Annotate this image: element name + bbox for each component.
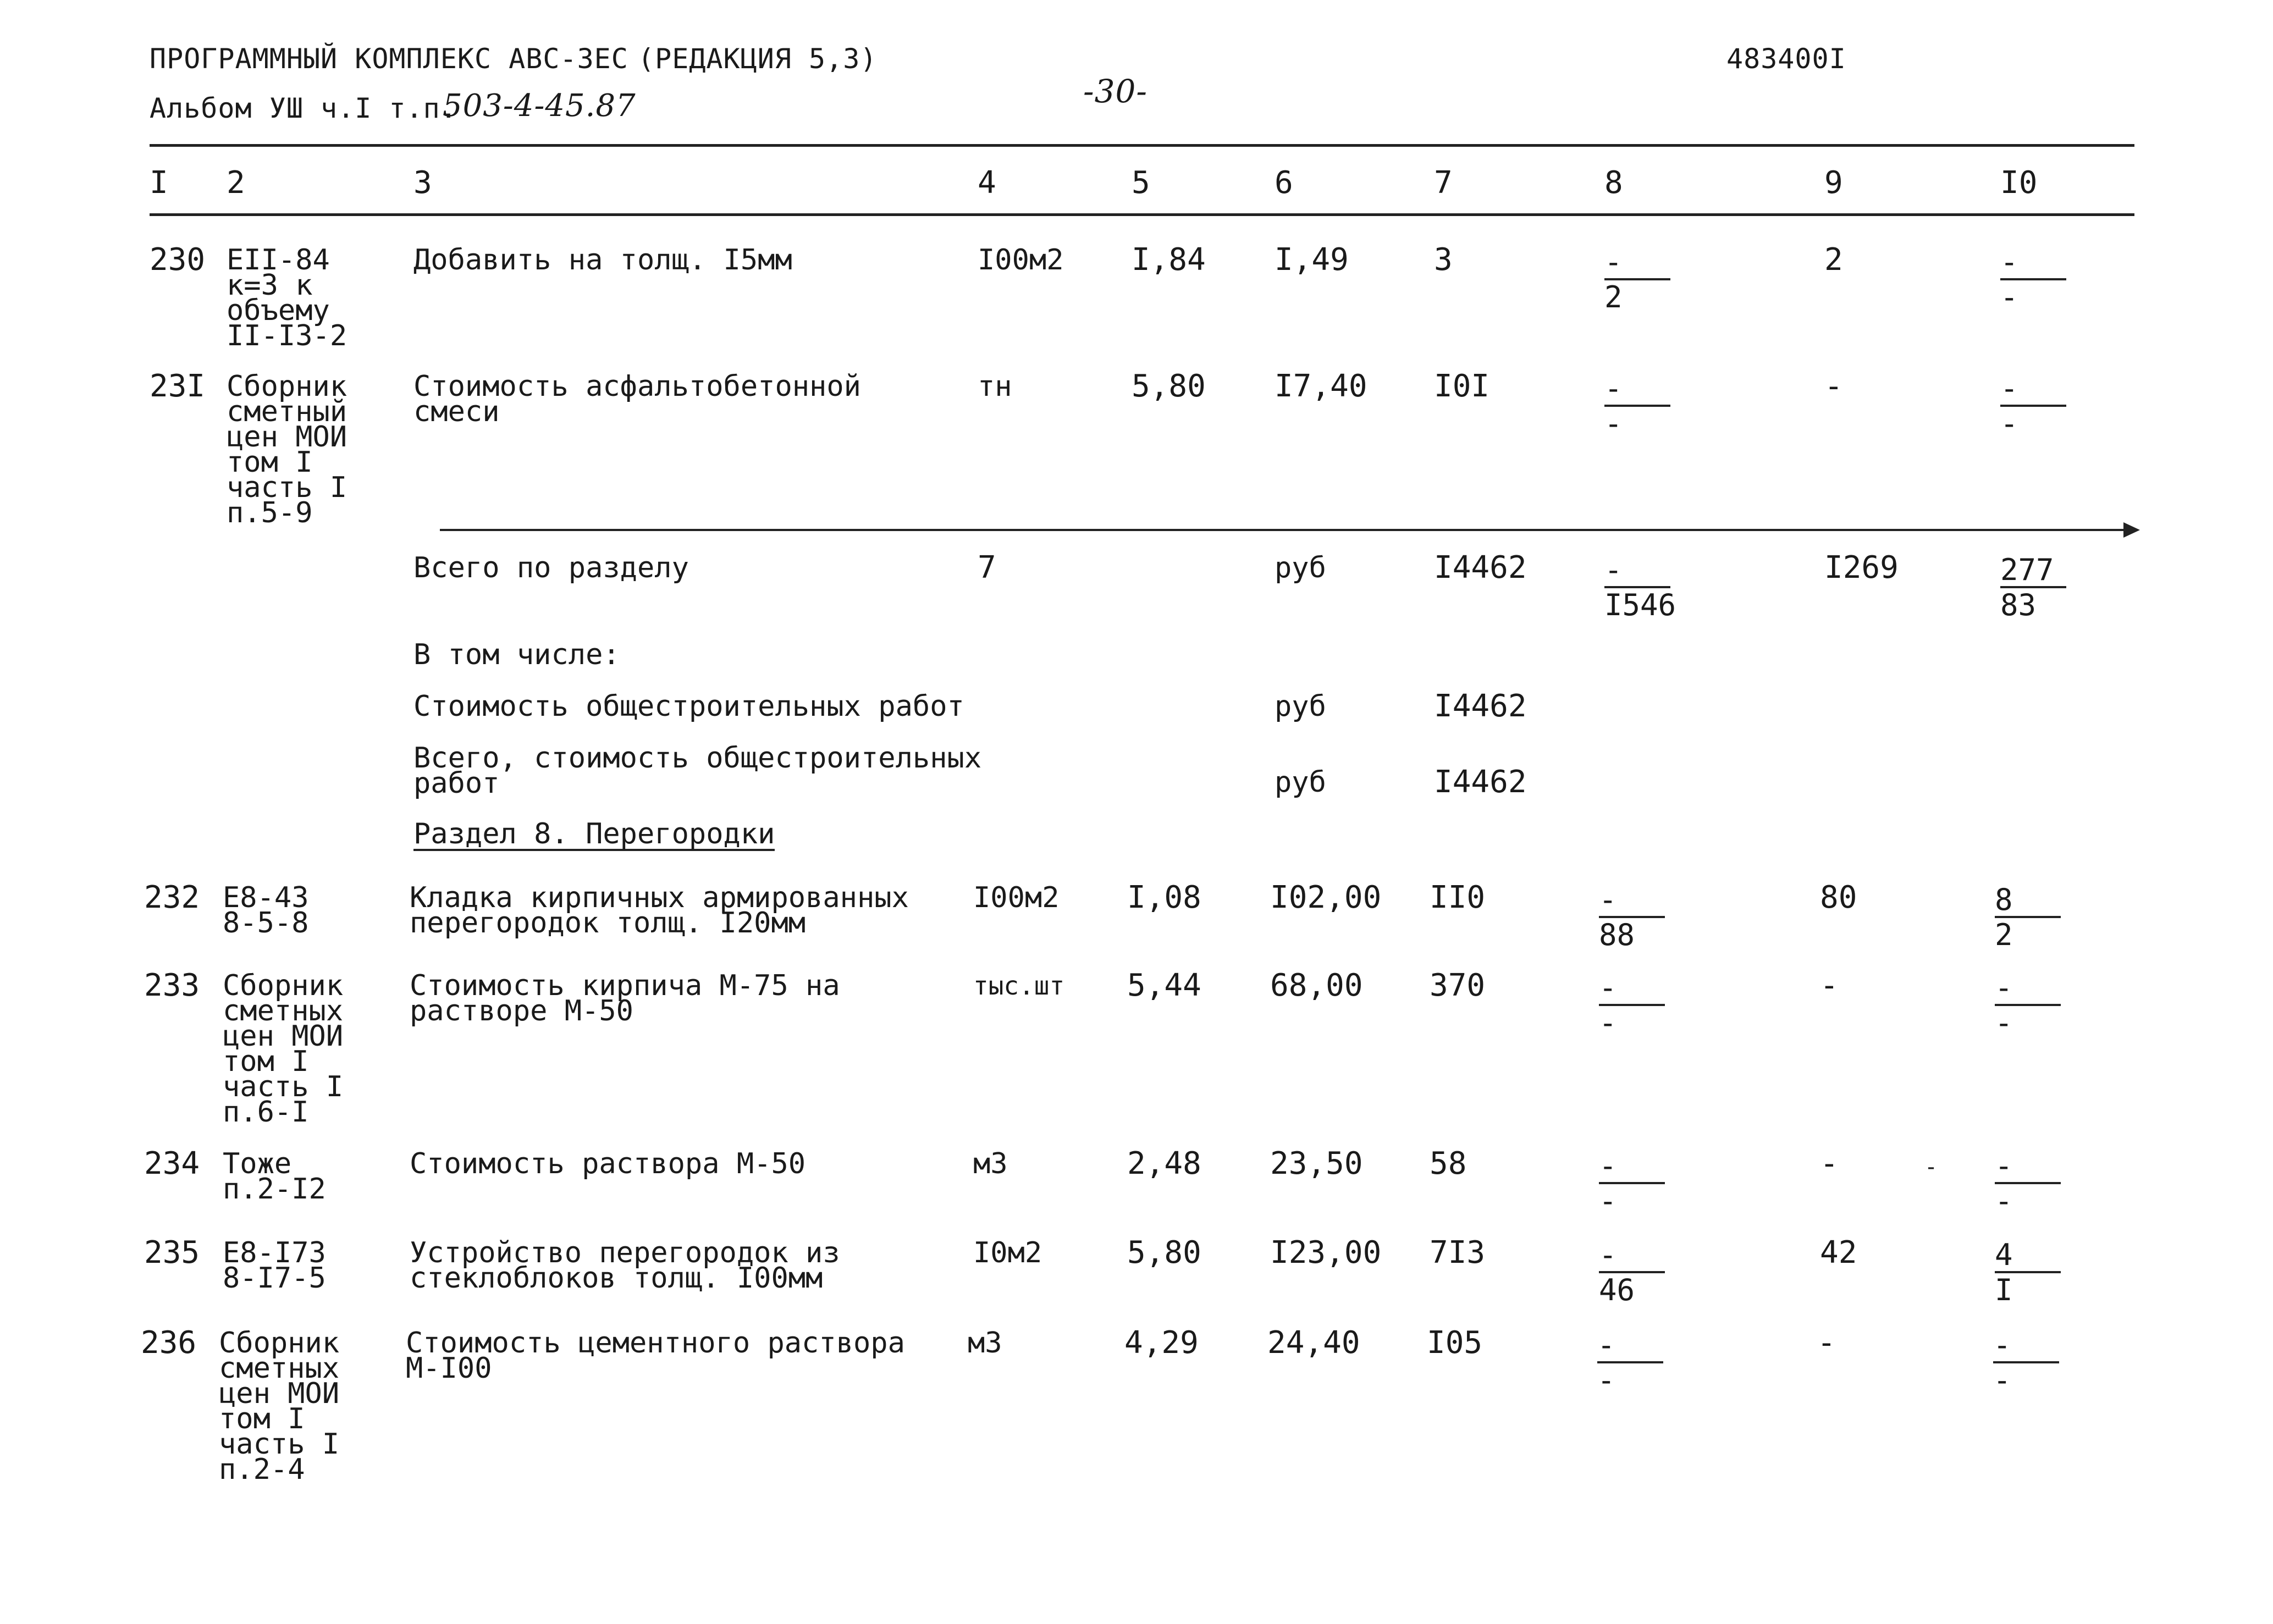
fraction-top: 4: [1995, 1240, 2061, 1273]
row-col8-fraction: [1599, 970, 1670, 1040]
row-col8-fraction: [1604, 371, 1676, 441]
row-name: Добавить на толщ. I5мм: [413, 244, 792, 277]
fraction-bottom: -: [1597, 1363, 1615, 1397]
row-code: Сборник сметный цен МОИ том I часть I п.5-9: [227, 370, 347, 529]
row-total: 7I3: [1430, 1235, 1486, 1271]
total-general-works-label: Всего, стоимость общестроительных работ: [413, 742, 982, 800]
general-works-unit: руб: [1275, 690, 1326, 723]
fraction-bottom: -: [2000, 280, 2018, 314]
col-header-10: I0: [2000, 165, 2038, 201]
row-number: 23I: [150, 368, 206, 404]
fraction-top: -: [1604, 247, 1670, 280]
album-reference: 503-4-45.87: [443, 88, 636, 124]
row-col10-fraction: [1995, 1148, 2066, 1218]
fraction-top: -: [1995, 973, 2061, 1006]
row-code: EII-84 к=3 к объему II-I3-2: [227, 244, 347, 352]
col-header-9: 9: [1824, 165, 1843, 201]
fraction-top: -: [1599, 973, 1665, 1006]
row-number: 236: [141, 1325, 197, 1361]
row-code: Сборник сметных цен МОИ том I часть I п.2-4: [219, 1327, 340, 1486]
row-name: Стоимость раствора М-50: [410, 1147, 806, 1180]
row-quantity: 5,44: [1127, 968, 1201, 1003]
col-header-1: I: [150, 165, 168, 201]
fraction-top: -: [1604, 555, 1670, 588]
fraction-top: -: [1995, 1151, 2061, 1184]
fraction-bottom: -: [1995, 1184, 2013, 1218]
row-col8-fraction: [1604, 247, 1676, 312]
row-price: I7,40: [1275, 368, 1367, 404]
row-total: II0: [1430, 880, 1486, 915]
album-label: Альбом УШ ч.I т.п.: [150, 92, 457, 124]
fraction-top: -: [1599, 885, 1665, 918]
row-unit: I0м2: [973, 1236, 1042, 1269]
row-quantity: 5,80: [1132, 368, 1206, 404]
row-name: Стоимость кирпича М-75 на растворе М-50: [410, 969, 840, 1028]
row-quantity: 2,48: [1127, 1146, 1201, 1181]
row-col9: -: [1817, 1325, 1836, 1361]
including-label: В том числе:: [413, 638, 620, 671]
summary-col9: I269: [1824, 550, 1899, 585]
fraction-bottom: -: [1995, 1006, 2013, 1040]
fraction-top: -: [1597, 1330, 1663, 1363]
summary-total: I4462: [1434, 550, 1527, 585]
row-col8-fraction: [1597, 1330, 1669, 1395]
row-col8-fraction: [1599, 1240, 1670, 1305]
row-unit: тыс.шт: [973, 971, 1065, 1001]
row-price: I,49: [1275, 242, 1349, 278]
summary-label: Всего по разделу: [413, 551, 689, 584]
row-col9: -: [1820, 968, 1839, 1003]
summary-col4: 7: [978, 550, 996, 585]
fraction-bottom: 88: [1599, 918, 1635, 952]
fraction-bottom: 2: [1995, 918, 2013, 952]
section-title: Раздел 8. Перегородки: [413, 817, 775, 850]
row-unit: I00м2: [973, 881, 1060, 914]
row-col9: -: [1820, 1146, 1839, 1181]
row-number: 232: [144, 880, 200, 915]
fraction-bottom: I: [1995, 1273, 2013, 1307]
row-total: 58: [1430, 1146, 1467, 1181]
arrow-icon: [2123, 522, 2140, 538]
row-number: 234: [144, 1146, 200, 1181]
col-header-2: 2: [227, 165, 245, 201]
row-col10-fraction: [1995, 970, 2066, 1040]
row-quantity: I,84: [1132, 242, 1206, 278]
row-unit: м3: [973, 1147, 1008, 1180]
row-name: Кладка кирпичных армированных перегородок толщ. I20мм: [410, 881, 909, 940]
row-col10-fraction: [1993, 1330, 2065, 1395]
row-number: 230: [150, 242, 206, 278]
fraction-top: -: [1599, 1240, 1665, 1273]
row-quantity: I,08: [1127, 880, 1201, 915]
col-header-5: 5: [1132, 165, 1150, 201]
row-total: 3: [1434, 242, 1453, 278]
fraction-top: -: [1993, 1330, 2059, 1363]
stray-mark: -: [1924, 1155, 1938, 1180]
row-code: Сборник сметных цен МОИ том I часть I п.6-I: [223, 969, 344, 1129]
summary-unit: руб: [1275, 551, 1326, 584]
header-rule: [150, 144, 2134, 147]
row-col9: -: [1824, 368, 1843, 404]
row-number: 235: [144, 1235, 200, 1271]
row-quantity: 4,29: [1124, 1325, 1199, 1361]
row-price: I23,00: [1270, 1235, 1382, 1271]
fraction-bottom: -: [2000, 406, 2018, 441]
total-general-works-total: I4462: [1434, 764, 1527, 800]
fraction-top: 277: [2000, 555, 2066, 588]
col-header-8: 8: [1604, 165, 1623, 201]
row-total: I0I: [1434, 368, 1490, 404]
fraction-bottom: -: [1993, 1363, 2011, 1397]
row-unit: тн: [978, 370, 1012, 403]
column-header-rule: [150, 213, 2134, 216]
page-number: -30-: [1083, 73, 1147, 110]
row-name: Стоимость асфальтобетонной смеси: [413, 370, 861, 428]
general-works-total: I4462: [1434, 688, 1527, 724]
row-price: 23,50: [1270, 1146, 1363, 1181]
fraction-bottom: 83: [2000, 588, 2037, 622]
col-header-4: 4: [978, 165, 996, 201]
fraction-bottom: 2: [1604, 280, 1623, 314]
row-col9: 80: [1820, 880, 1857, 915]
row-code: Тоже п.2-I2: [223, 1147, 326, 1206]
row-name: Устройство перегородок из стеклоблоков толщ. I00мм: [410, 1236, 840, 1295]
divider-line: [440, 529, 2133, 531]
summary-col8-fraction: [1604, 555, 1676, 620]
row-quantity: 5,80: [1127, 1235, 1201, 1271]
row-col8-fraction: [1599, 882, 1670, 952]
fraction-bottom: -: [1599, 1184, 1617, 1218]
col-header-7: 7: [1434, 165, 1453, 201]
program-title: ПРОГРАММНЫЙ КОМПЛЕКС АВС-ЗЕС: [150, 43, 628, 75]
row-total: 370: [1430, 968, 1486, 1003]
fraction-bottom: -: [1599, 1006, 1617, 1040]
row-col10-fraction: [1995, 1240, 2066, 1305]
edition-label: (РЕДАКЦИЯ 5,3): [638, 43, 878, 75]
document-number: 483400I: [1726, 43, 1846, 75]
row-code: E8-I73 8-I7-5: [223, 1236, 326, 1295]
row-price: I02,00: [1270, 880, 1382, 915]
row-unit: м3: [968, 1327, 1002, 1360]
fraction-top: -: [2000, 374, 2066, 407]
total-general-works-unit: руб: [1275, 766, 1326, 799]
row-name: Стоимость цементного раствора М-I00: [406, 1327, 905, 1385]
fraction-bottom: -: [1604, 406, 1623, 441]
summary-col10-fraction: [2000, 555, 2072, 620]
row-col10-fraction: [1995, 882, 2066, 952]
fraction-bottom: 46: [1599, 1273, 1635, 1307]
row-col10-fraction: [2000, 247, 2072, 312]
row-total: I05: [1427, 1325, 1483, 1361]
row-col9: 42: [1820, 1235, 1857, 1271]
row-col10-fraction: [2000, 371, 2072, 441]
general-works-label: Стоимость общестроительных работ: [413, 690, 964, 723]
row-number: 233: [144, 968, 200, 1003]
fraction-bottom: I546: [1604, 588, 1676, 622]
row-unit: I00м2: [978, 244, 1064, 277]
fraction-top: -: [1599, 1151, 1665, 1184]
row-code: E8-43 8-5-8: [223, 881, 309, 940]
row-col9: 2: [1824, 242, 1843, 278]
fraction-top: 8: [1995, 885, 2061, 918]
col-header-6: 6: [1275, 165, 1293, 201]
col-header-3: 3: [413, 165, 432, 201]
row-price: 68,00: [1270, 968, 1363, 1003]
fraction-top: -: [2000, 247, 2066, 280]
fraction-top: -: [1604, 374, 1670, 407]
row-price: 24,40: [1267, 1325, 1360, 1361]
row-col8-fraction: [1599, 1148, 1670, 1218]
